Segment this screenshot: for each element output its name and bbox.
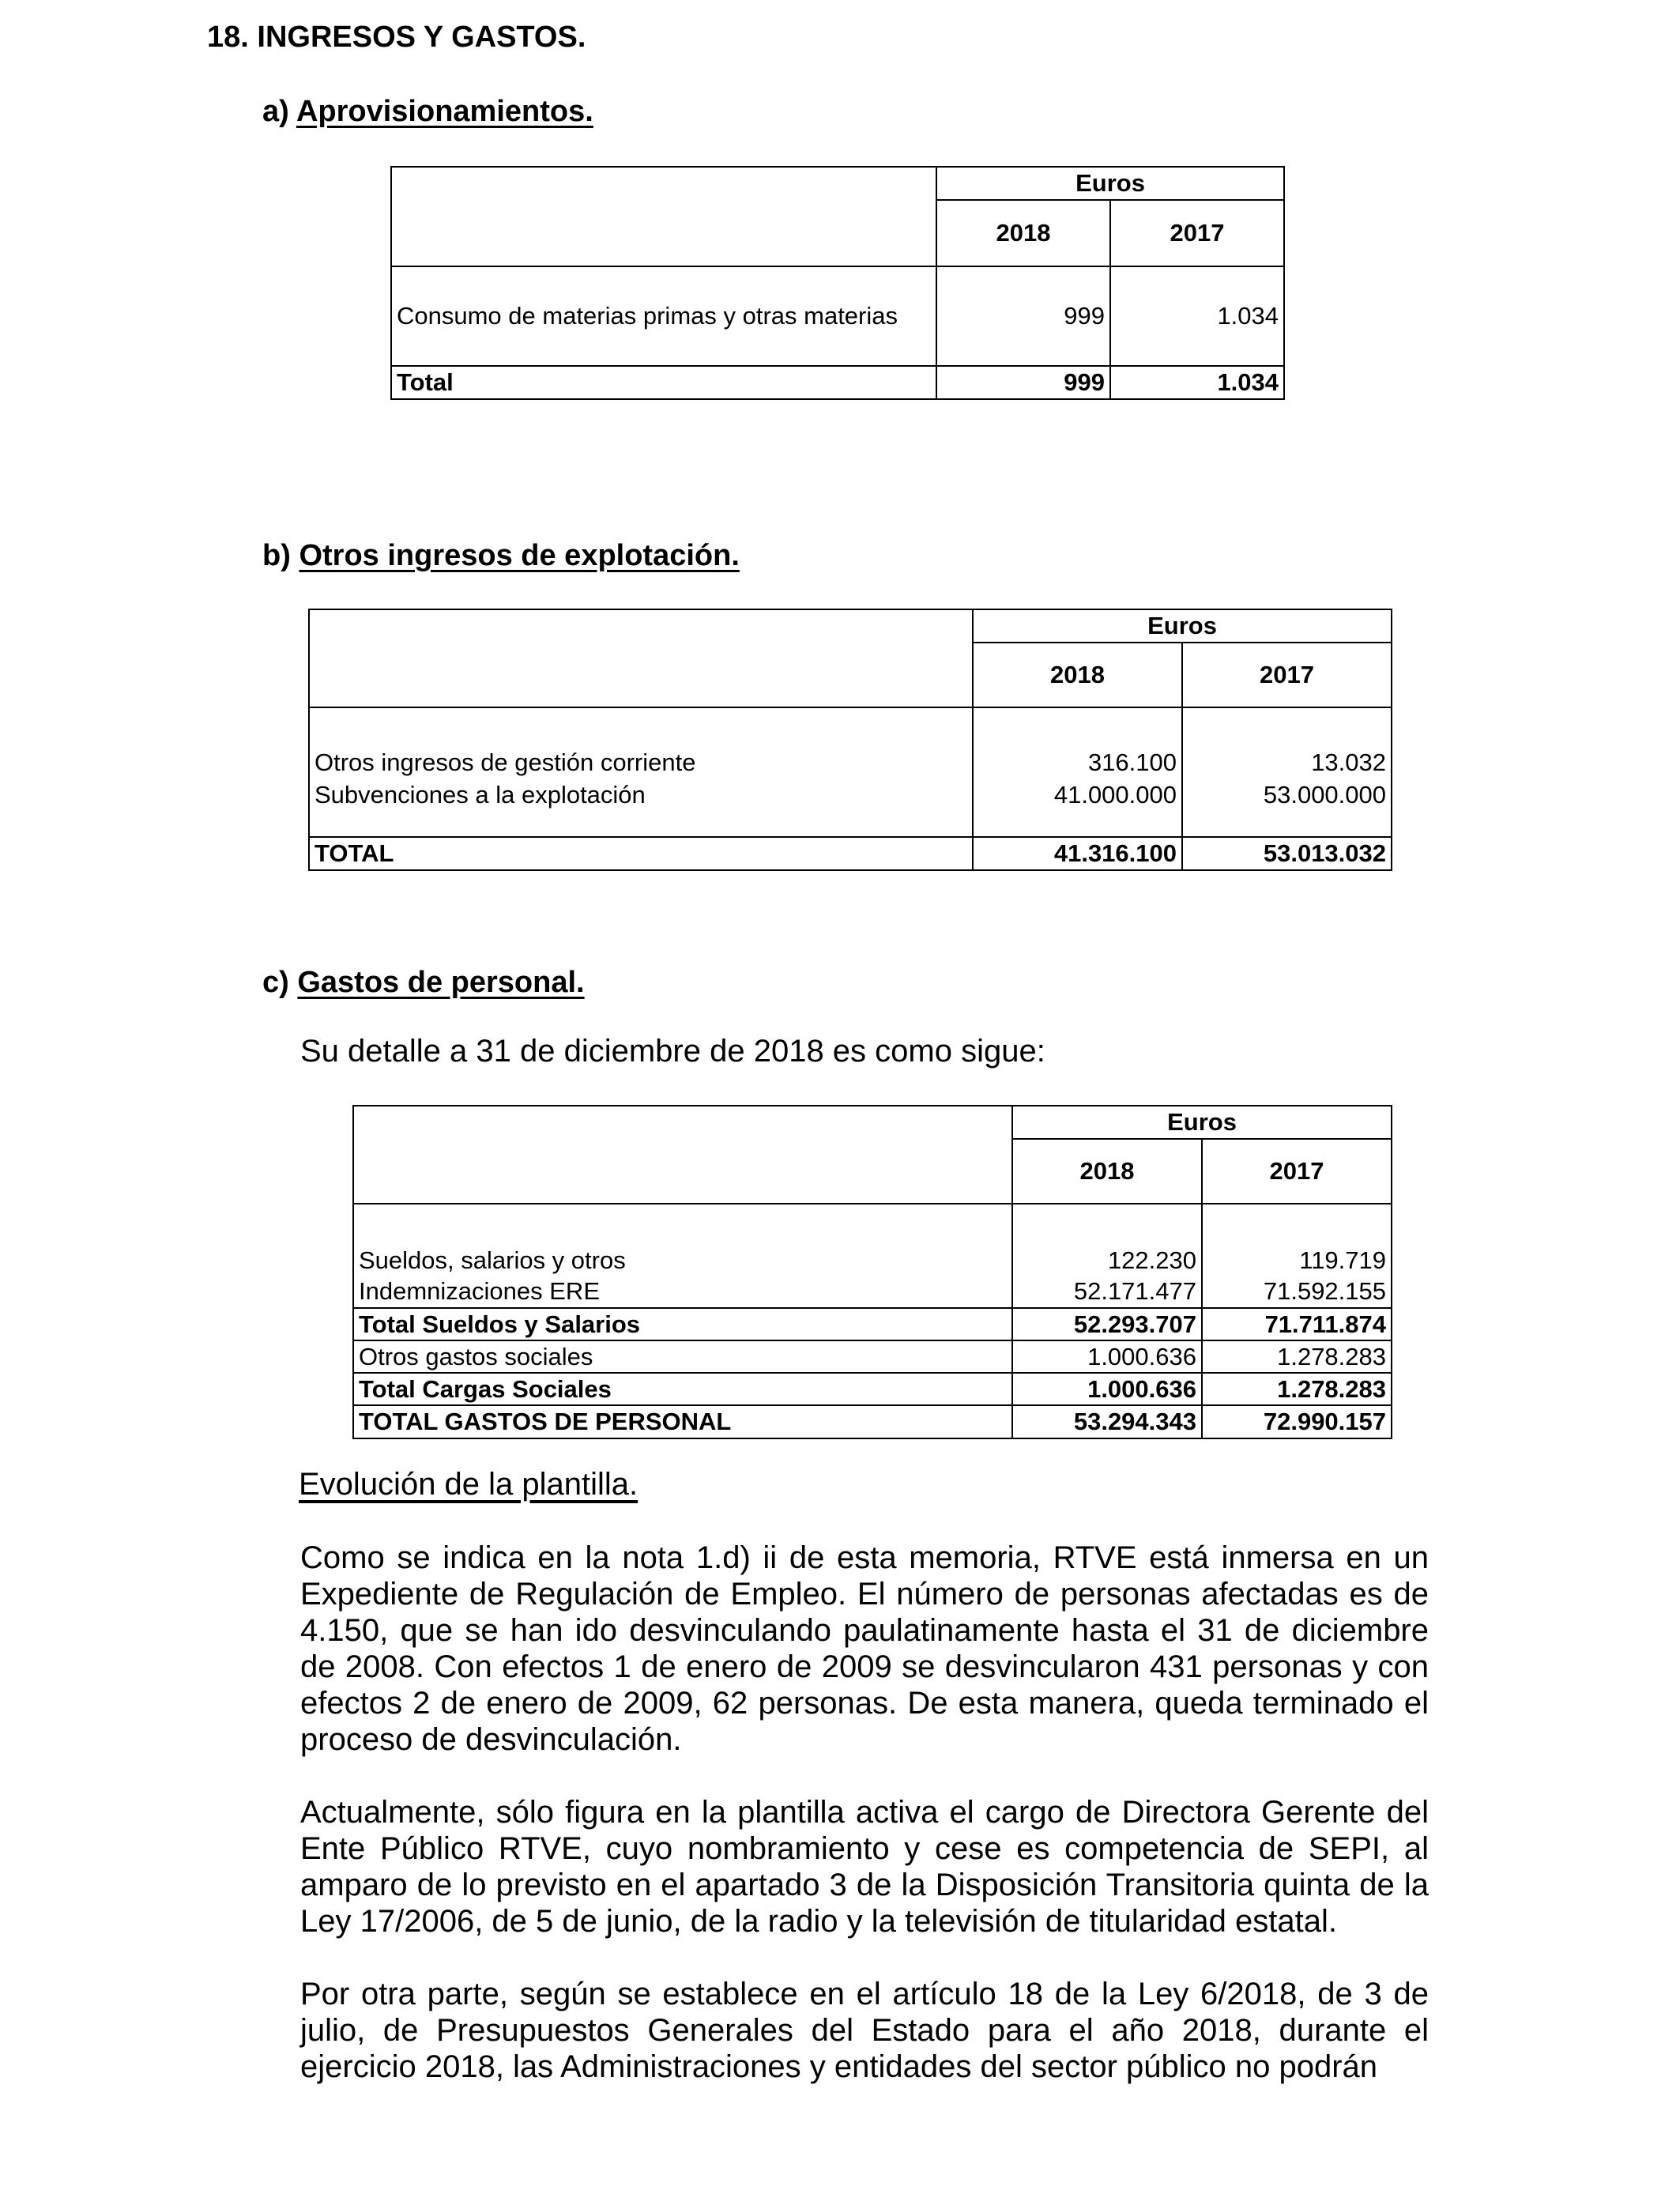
table-header-blank [309, 609, 973, 707]
total-row [309, 837, 1392, 870]
table-row [353, 1204, 1392, 1275]
otros-ingresos-table [308, 609, 1392, 871]
table-header-blank [353, 1106, 1012, 1204]
row-value-2017: 1.034 [1110, 266, 1284, 366]
paragraph-1: Como se indica en la nota 1.d) ii de esta memoria, RTVE está inmersa en un Expediente de Regulación de Empleo. El número de personas afectadas es de 4.150, que se han ido desvinculando paulatinamente hasta el 31 de diciembre de 2008. Con efectos 1 de enero de 2009 se desvincularon 431 personas y con efectos 2 de enero de 2009, 62 personas. De esta manera, queda terminado el proceso de desvinculación. [300, 1540, 1429, 1757]
row-value-2018: 41.000.000 [1053, 781, 1177, 809]
row-label: Otros gastos sociales [353, 1340, 1012, 1373]
total-row [391, 366, 1284, 399]
list-item: Subvenciones a la explotación [315, 781, 646, 809]
gastos-personal-table [352, 1105, 1392, 1439]
section-b-title: Otros ingresos de explotación. [299, 539, 740, 572]
row-value-2017: 13.032 [1311, 748, 1387, 776]
table-body [309, 707, 1392, 837]
row-value-2017: 1.278.283 [1202, 1340, 1392, 1373]
row-label: Consumo de materias primas y otras materias [391, 266, 936, 366]
currency-header: Euros [1012, 1106, 1392, 1139]
currency-header: Euros [973, 609, 1392, 643]
page-heading: 18. INGRESOS Y GASTOS. [207, 21, 586, 54]
section-a-title: Aprovisionamientos. [296, 95, 593, 128]
row-value-2018: 999 [936, 266, 1110, 366]
section-a-heading [262, 95, 593, 129]
section-b-heading [262, 539, 740, 573]
total-row [353, 1405, 1392, 1438]
section-a-prefix: a) [262, 95, 289, 128]
row-value-2017: 1.278.283 [1202, 1373, 1392, 1405]
aprovisionamientos-table [390, 166, 1285, 400]
row-value-2017: 53.000.000 [1263, 781, 1387, 809]
table-row [353, 1308, 1392, 1340]
paragraph-2: Actualmente, sólo figura en la plantilla activa el cargo de Directora Gerente del Ente Público RTVE, cuyo nombramiento y cese es competencia de SEPI, al amparo de lo previsto en el apartado 3 de la Disposición Transitoria quinta de la Ley 17/2006, de 5 de junio, de la radio y la televisión de titularidad estatal. [300, 1795, 1429, 1939]
row-label: Indemnizaciones ERE [353, 1275, 1012, 1308]
table-row [353, 1275, 1392, 1308]
row-value-2017: 71.592.155 [1202, 1275, 1392, 1308]
section-b-prefix: b) [262, 539, 291, 572]
row-value-2017: 72.990.157 [1202, 1405, 1392, 1438]
section-c-intro: Su detalle a 31 de diciembre de 2018 es como sigue: [300, 1034, 1045, 1069]
row-value-2018: 52.293.707 [1012, 1308, 1202, 1340]
year-header-2017: 2017 [1202, 1139, 1392, 1204]
row-value-2018: 122.230 [1012, 1204, 1202, 1275]
table-row [391, 266, 1284, 366]
total-value-2017: 53.013.032 [1182, 837, 1392, 870]
year-header-2018: 2018 [973, 643, 1182, 707]
total-label: Total [391, 366, 936, 399]
row-value-2018: 53.294.343 [1012, 1405, 1202, 1438]
row-label: TOTAL GASTOS DE PERSONAL [353, 1405, 1012, 1438]
row-value-2017: 119.719 [1202, 1204, 1392, 1275]
section-c-prefix: c) [262, 966, 289, 999]
table-row [353, 1373, 1392, 1405]
row-value-2018: 1.000.636 [1012, 1340, 1202, 1373]
row-label: Sueldos, salarios y otros [353, 1204, 1012, 1275]
row-label: Total Sueldos y Salarios [353, 1308, 1012, 1340]
row-value-2018: 316.100 [1087, 748, 1177, 776]
evolucion-title: Evolución de la plantilla. [299, 1467, 638, 1502]
currency-header: Euros [936, 167, 1284, 200]
year-header-2018: 2018 [1012, 1139, 1202, 1204]
list-item: Otros ingresos de gestión corriente [315, 748, 696, 776]
year-header-2018: 2018 [936, 200, 1110, 266]
table-header-blank [391, 167, 936, 266]
row-value-2018: 1.000.636 [1012, 1373, 1202, 1405]
year-header-2017: 2017 [1110, 200, 1284, 266]
year-header-2017: 2017 [1182, 643, 1392, 707]
table-row [353, 1340, 1392, 1373]
row-value-2018: 52.171.477 [1012, 1275, 1202, 1308]
section-c-heading [262, 966, 585, 1000]
row-value-2017: 71.711.874 [1202, 1308, 1392, 1340]
total-value-2017: 1.034 [1110, 366, 1284, 399]
total-label: TOTAL [309, 837, 973, 870]
row-label: Total Cargas Sociales [353, 1373, 1012, 1405]
total-value-2018: 999 [936, 366, 1110, 399]
section-c-title: Gastos de personal. [297, 966, 585, 999]
total-value-2018: 41.316.100 [973, 837, 1182, 870]
paragraph-3: Por otra parte, según se establece en el artículo 18 de la Ley 6/2018, de 3 de julio, de Presupuestos Generales del Estado para el año 2018, durante el ejercicio 2018, las Administraciones y entidades del sector público no podrán [300, 1977, 1429, 2084]
